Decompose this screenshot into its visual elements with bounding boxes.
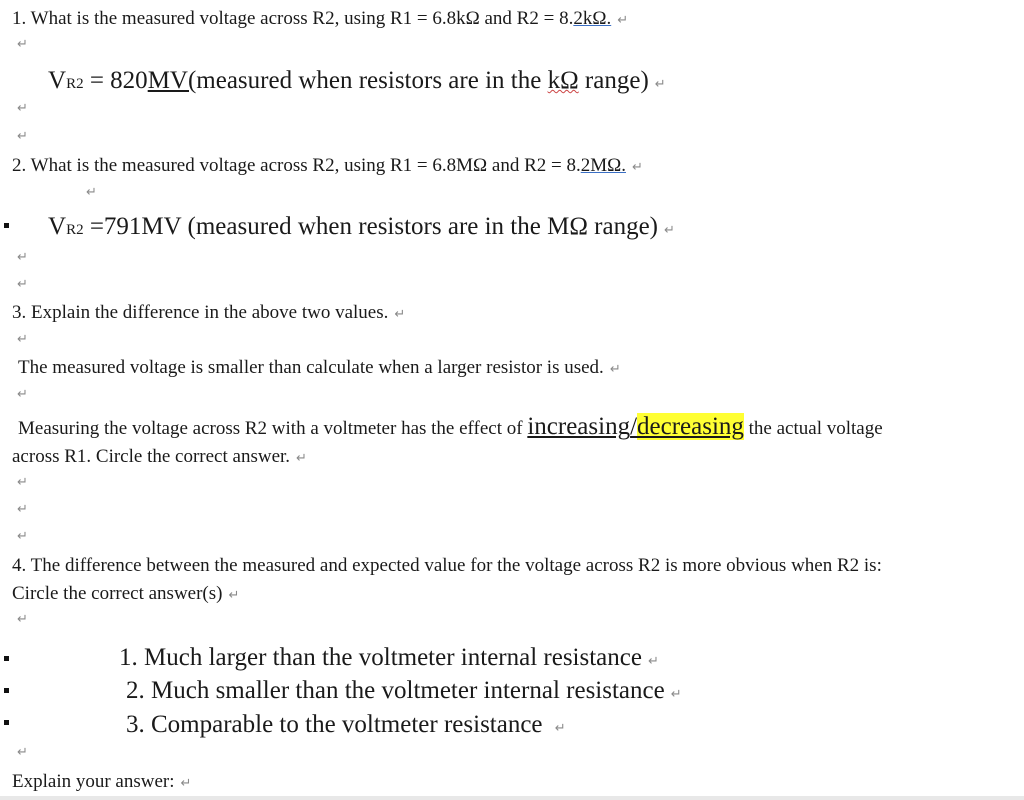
- question-1-text-b: and R2 = 8.: [479, 8, 574, 29]
- paragraph-mark-icon: ↵: [670, 687, 682, 702]
- paragraph-mark-icon: ↵: [664, 223, 675, 238]
- question-1-r2-value: 2kΩ.: [573, 8, 612, 29]
- question-4-text: 4. The difference between the measured and expected value for the voltage across R2 is more obvious when R2 is:: [12, 555, 882, 576]
- question-2: [12, 156, 643, 175]
- question-3: [12, 303, 405, 322]
- question-4: [12, 556, 882, 575]
- bullet-icon: [4, 656, 9, 661]
- paragraph-mark-icon: ↵: [17, 475, 28, 490]
- bullet-icon: [4, 720, 9, 725]
- option-1-label: 1. Much larger than the voltmeter internal resistance: [119, 644, 642, 671]
- answer-2-v: V: [48, 213, 67, 240]
- paragraph-mark-icon: ↵: [17, 37, 28, 52]
- paragraph-mark-icon: ↵: [17, 502, 28, 517]
- answer-2-subscript: R2: [66, 222, 84, 238]
- answer-1-mid: measured when resistors are in the: [196, 67, 548, 94]
- paragraph-mark-icon: ↵: [609, 362, 621, 377]
- paragraph-mark-icon: ↵: [17, 332, 28, 347]
- option-3-label: 3. Comparable to the voltmeter resistance: [126, 711, 549, 738]
- measuring-statement-cont: [12, 447, 307, 466]
- question-4-cont: [12, 584, 239, 603]
- answer-1-v: V: [48, 67, 67, 94]
- question-1-text: 1. What is the measured voltage across R2, using R1 = 6.8k: [12, 8, 466, 29]
- paragraph-mark-icon: ↵: [17, 612, 28, 627]
- paragraph-mark-icon: ↵: [654, 77, 666, 92]
- bullet-icon: [4, 688, 9, 693]
- paragraph-mark-icon: ↵: [17, 745, 28, 760]
- paragraph-mark-icon: ↵: [17, 250, 28, 265]
- paragraph-mark-icon: ↵: [180, 776, 192, 791]
- question-1: [12, 9, 628, 28]
- explain-answer-label: Explain your answer:: [12, 771, 175, 792]
- option-item-2[interactable]: [126, 678, 682, 703]
- page-bottom-edge: [0, 796, 1024, 800]
- bullet-icon: [4, 223, 9, 228]
- option-item-3[interactable]: [126, 712, 566, 737]
- question-3-text: 3. Explain the difference in the above two values.: [12, 302, 389, 323]
- paragraph-mark-icon: ↵: [17, 277, 28, 292]
- answer-1-unit: kΩ: [547, 67, 579, 94]
- option-decreasing-highlighted[interactable]: decreasing: [637, 413, 744, 440]
- measuring-text-c: across R1. Circle the correct answer.: [12, 446, 291, 467]
- paragraph-mark-icon: ↵: [17, 387, 28, 402]
- option-item-1[interactable]: [119, 645, 659, 670]
- answer-1-mv: MV(: [147, 67, 197, 94]
- paragraph-mark-icon: ↵: [554, 721, 566, 736]
- explain-answer: [12, 772, 191, 791]
- option-slash: /: [630, 413, 638, 440]
- measuring-statement: [18, 414, 883, 439]
- answer-1-eq: = 820: [83, 67, 148, 94]
- question-4-text-b: Circle the correct answer(s): [12, 583, 223, 604]
- answer-1: [48, 68, 666, 93]
- paragraph-mark-icon: ↵: [17, 529, 28, 544]
- paragraph-mark-icon: ↵: [617, 13, 629, 28]
- question-2-r2-value: 2MΩ.: [580, 155, 626, 176]
- answer-3-text: The measured voltage is smaller than calculate when a larger resistor is used.: [18, 357, 604, 378]
- answer-2-rest: =791MV (measured when resistors are in the MΩ range): [83, 213, 659, 240]
- question-2-text: 2. What is the measured voltage across R2, using R1 = 6.8MΩ and R2 = 8.: [12, 155, 581, 176]
- paragraph-mark-icon: ↵: [394, 307, 406, 322]
- paragraph-mark-icon: ↵: [17, 101, 28, 116]
- answer-2: [48, 214, 675, 239]
- paragraph-mark-icon: ↵: [86, 185, 97, 200]
- paragraph-mark-icon: ↵: [17, 129, 28, 144]
- option-2-label: 2. Much smaller than the voltmeter internal resistance: [126, 677, 665, 704]
- option-increasing[interactable]: increasing: [527, 413, 631, 440]
- answer-3: [18, 358, 621, 377]
- paragraph-mark-icon: ↵: [631, 160, 643, 175]
- paragraph-mark-icon: ↵: [647, 654, 659, 669]
- answer-1-subscript: R2: [66, 76, 84, 92]
- paragraph-mark-icon: ↵: [296, 451, 307, 466]
- measuring-text-a: Measuring the voltage across R2 with a voltmeter has the effect of: [18, 418, 528, 439]
- answer-1-end: range): [578, 67, 649, 94]
- measuring-text-b: the actual voltage: [743, 418, 883, 439]
- omega-symbol: Ω: [465, 8, 480, 29]
- paragraph-mark-icon: ↵: [228, 588, 240, 603]
